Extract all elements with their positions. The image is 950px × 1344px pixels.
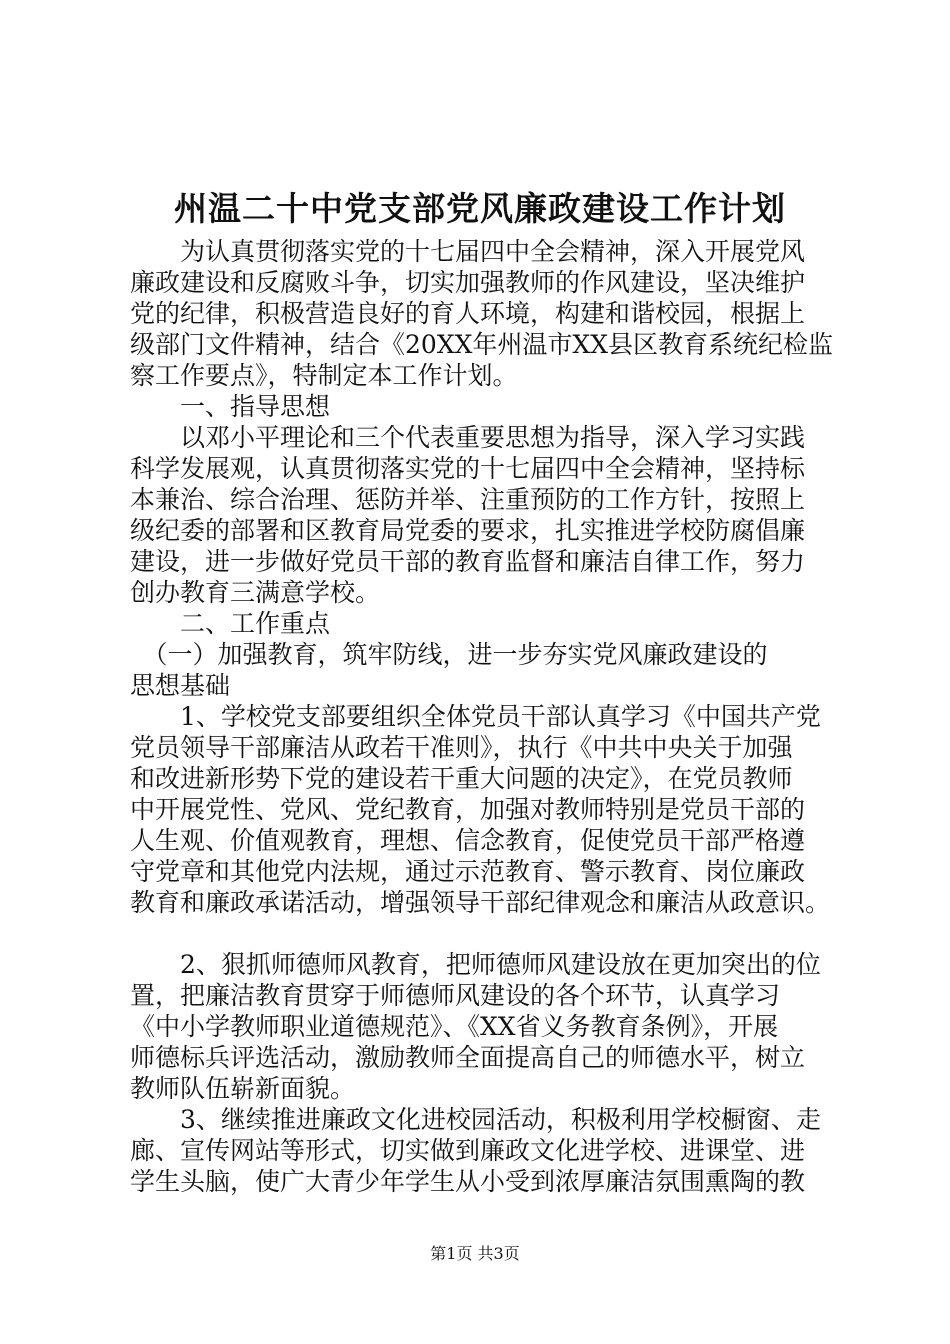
text-line: 级纪委的部署和区教育局党委的要求，扎实推进学校防腐倡廉: [130, 516, 806, 545]
text-line: 《中小学教师职业道德规范》、《XX省义务教育条例》，开展: [130, 1012, 779, 1041]
text-line: 置，把廉洁教育贯穿于师德师风建设的各个环节，认真学习: [130, 981, 781, 1010]
text-line: 创办教育三满意学校。: [130, 578, 381, 607]
text-line: 2、狠抓师德师风教育，把师德师风建设放在更加突出的位: [130, 950, 821, 979]
text-line: 师德标兵评选活动，激励教师全面提高自己的师德水平，树立: [130, 1043, 806, 1072]
document-title: 州温二十中党支部党风廉政建设工作计划: [174, 189, 786, 228]
text-line: 3、继续推进廉政文化进校园活动，积极利用学校橱窗、走: [130, 1105, 821, 1134]
text-line: 学生头脑，使广大青少年学生从小受到浓厚廉洁氛围熏陶的教: [130, 1167, 806, 1196]
text-line: 为认真贯彻落实党的十七届四中全会精神，深入开展党风: [130, 237, 806, 266]
text-line: 教育和廉政承诺活动，增强领导干部纪律观念和廉洁从政意识。: [130, 888, 831, 917]
text-line: 以邓小平理论和三个代表重要思想为指导，深入学习实践: [130, 423, 806, 452]
text-line: 一、指导思想: [130, 392, 331, 421]
page-footer: 第1页 共3页: [430, 1244, 520, 1263]
blank-line: [130, 918, 850, 949]
text-line: 察工作要点》，特制定本工作计划。: [130, 361, 518, 390]
text-line: 本兼治、综合治理、惩防并举、注重预防的工作方针，按照上: [130, 485, 806, 514]
text-line: 级部门文件精神，结合《20XX年州温市XX县区教育系统纪检监: [130, 330, 834, 359]
text-line: 廉政建设和反腐败斗争，切实加强教师的作风建设，坚决维护: [130, 268, 806, 297]
text-line: 思想基础: [130, 671, 231, 700]
document-body: [130, 236, 850, 1197]
text-line: 中开展党性、党风、党纪教育，加强对教师特别是党员干部的: [130, 795, 806, 824]
text-line: （一）加强教育，筑牢防线，进一步夯实党风廉政建设的: [130, 640, 768, 669]
text-line: 廊、宣传网站等形式，切实做到廉政文化进学校、进课堂、进: [130, 1136, 806, 1165]
text-line: 守党章和其他党内法规，通过示范教育、警示教育、岗位廉政: [130, 857, 806, 886]
text-line: 人生观、价值观教育，理想、信念教育，促使党员干部严格遵: [130, 826, 806, 855]
text-line: 1、学校党支部要组织全体党员干部认真学习《中国共产党: [130, 702, 821, 731]
text-line: 教师队伍崭新面貌。: [130, 1074, 356, 1103]
text-line: 科学发展观，认真贯彻落实党的十七届四中全会精神，坚持标: [130, 454, 806, 483]
text-line: 建设，进一步做好党员干部的教育监督和廉洁自律工作，努力: [130, 547, 806, 576]
text-line: 和改进新形势下党的建设若干重大问题的决定》，在党员教师: [130, 764, 793, 793]
text-line: 党的纪律，积极营造良好的育人环境，构建和谐校园，根据上: [130, 299, 806, 328]
text-line: 二、工作重点: [130, 609, 331, 638]
text-line: 党员领导干部廉洁从政若干准则》，执行《中共中央关于加强: [130, 733, 793, 762]
